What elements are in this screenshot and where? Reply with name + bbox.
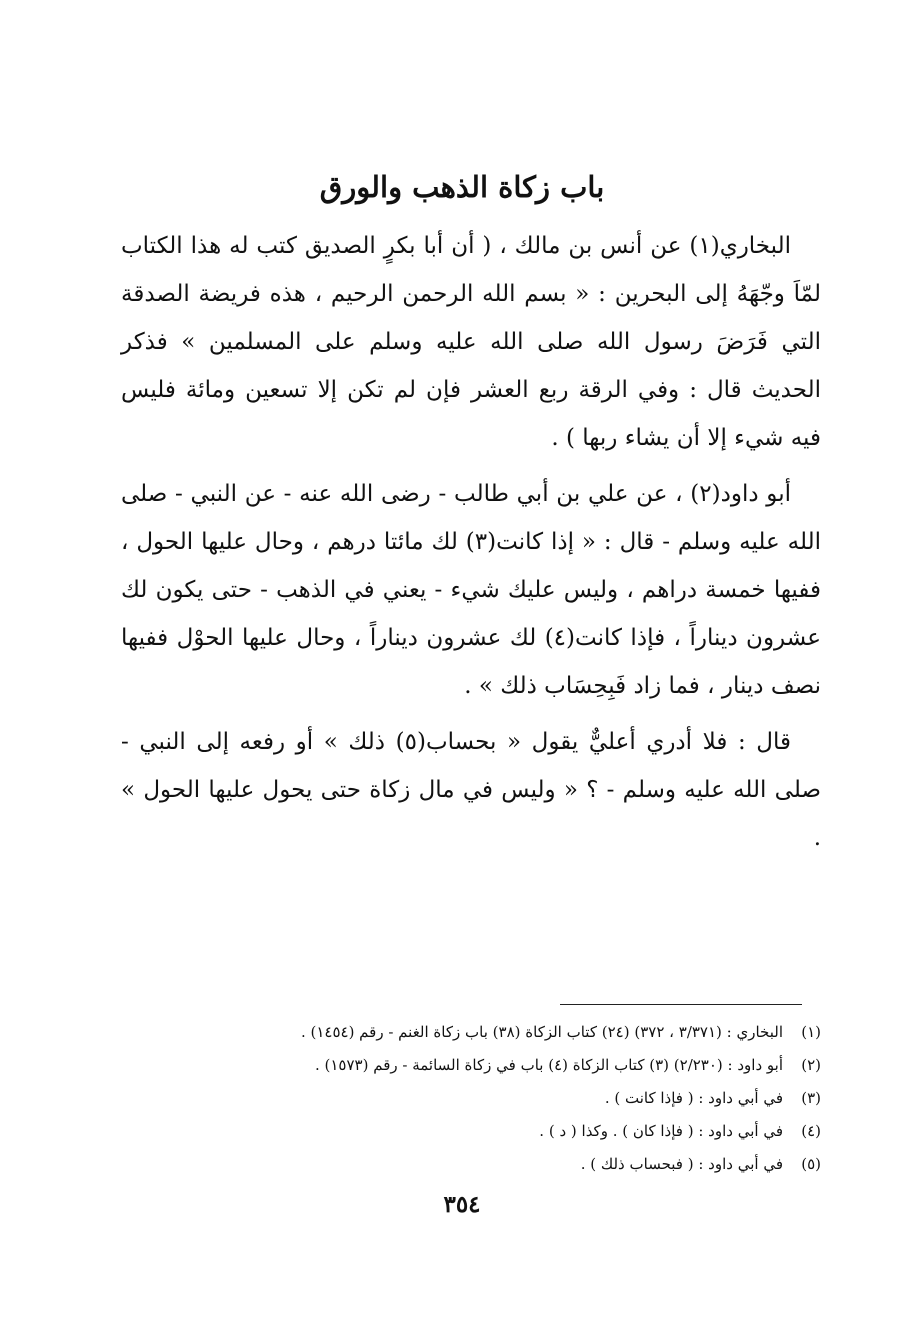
body-text bbox=[121, 222, 821, 862]
footnote-text: في أبي داود : ( فإذا كانت ) . bbox=[604, 1089, 783, 1107]
footnote-number: (٣) bbox=[801, 1089, 821, 1107]
footnote-separator bbox=[560, 1004, 802, 1005]
footnote bbox=[121, 1049, 821, 1082]
footnote-number: (٥) bbox=[801, 1155, 821, 1173]
paragraph-bukhari bbox=[121, 222, 821, 462]
footnote-text: البخاري : (٣/٣٧١ ، ٣٧٢) (٢٤) كتاب الزكاة (٣٨) باب زكاة الغنم - رقم (١٤٥٤) . bbox=[300, 1023, 783, 1041]
footnote-text: في أبي داود : ( فإذا كان ) . وكذا ( د ) . bbox=[539, 1122, 783, 1140]
footnote-number: (١) bbox=[801, 1023, 821, 1041]
paragraph-text: أبو داود(٢) ، عن علي بن أبي طالب - رضى الله عنه - عن النبي - صلى الله عليه وسلم - قال : « إذا كانت(٣) لك مائتا درهم ، وحال عليها الحول ، ففيها خمسة دراهم ، وليس عليك شيء - يعني في الذهب - حتى يكون لك عشرون ديناراً ، فإذا كانت(٤) لك عشرون ديناراً ، وحال عليها الحوْل ففيها نصف دينار ، فما زاد فَبِحِسَاب ذلك » . bbox=[121, 481, 821, 699]
footnote bbox=[121, 1016, 821, 1049]
footnote-text: في أبي داود : ( فبحساب ذلك ) . bbox=[580, 1155, 783, 1173]
paragraph-text: البخاري(١) عن أنس بن مالك ، ( أن أبا بكرٍ الصديق كتب له هذا الكتاب لمّاَ وجّهَهُ إلى البحرين : « بسم الله الرحمن الرحيم ، هذه فريضة الصدقة التي فَرَضَ رسول الله صلى الله عليه وسلم على المسلمين » فذكر الحديث قال : وفي الرقة ربع العشر فإن لم تكن إلا تسعين ومائة فليس فيه شيء إلا أن يشاء ربها ) . bbox=[121, 233, 821, 451]
paragraph-commentary bbox=[121, 718, 821, 862]
footnote bbox=[121, 1082, 821, 1115]
paragraph-text: قال : فلا أدري أعليٌّ يقول « بحساب(٥) ذلك » أو رفعه إلى النبي - صلى الله عليه وسلم - ؟ « وليس في مال زكاة حتى يحول عليها الحول » . bbox=[121, 729, 821, 851]
footnote-number: (٤) bbox=[801, 1122, 821, 1140]
footnote bbox=[121, 1115, 821, 1148]
chapter-title: باب زكاة الذهب والورق bbox=[319, 170, 605, 205]
page-number: ٣٥٤ bbox=[443, 1191, 481, 1218]
footnote-text: أبو داود : (٢/٢٣٠) (٣) كتاب الزكاة (٤) باب في زكاة السائمة - رقم (١٥٧٣) . bbox=[314, 1056, 783, 1074]
footnote-number: (٢) bbox=[801, 1056, 821, 1074]
footnotes bbox=[121, 1016, 821, 1181]
paragraph-abu-dawud bbox=[121, 470, 821, 710]
footnote bbox=[121, 1148, 821, 1181]
